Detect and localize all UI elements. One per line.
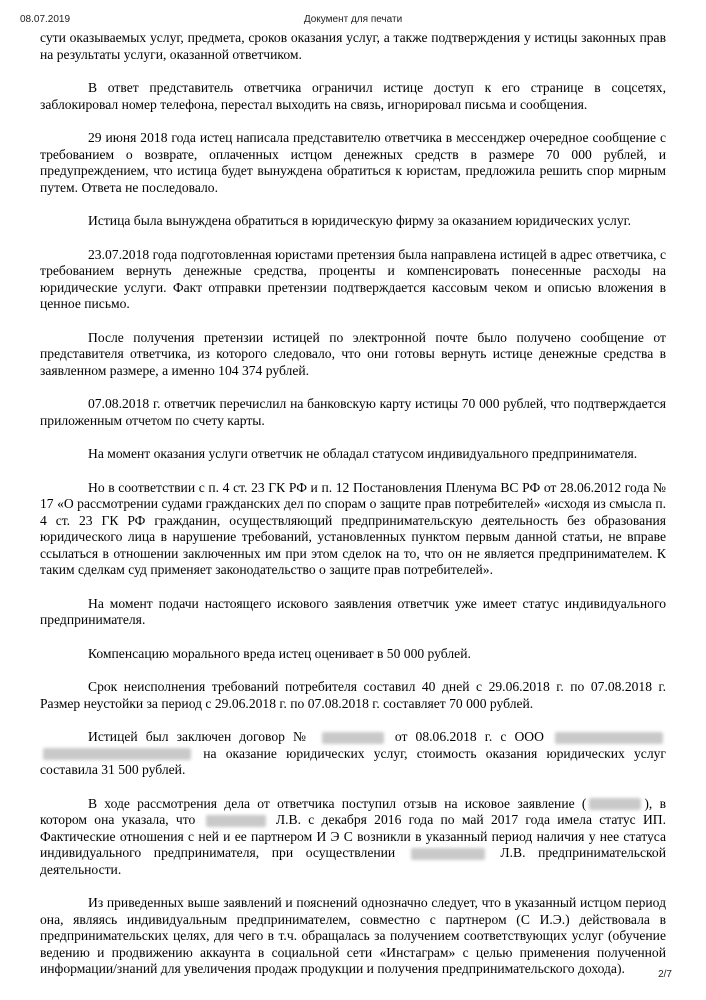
paragraph-12-line-1: Срок неисполнения требований потребителя составил 40 дней с 29.06.2018 г. по 07.08.2018 г. [88,679,666,694]
redacted-company-name-cont [43,748,191,760]
print-header-title: Документ для печати [303,14,403,25]
contract-text-1: Истицей был заключен договор № [88,729,311,744]
paragraph-4: Истица была вынуждена обратиться в юридическую фирму за оказанием юридических услуг. [88,213,632,228]
paragraph-12-line-2: Размер неустойки за период с 29.06.2018 г. по 07.08.2018 г. составляет 70 000 рублей. [40,695,534,711]
contract-text-3: на оказание юридических услуг, стоимость оказания юридических услуг составила 31 500 рублей. [40,745,666,777]
paragraph-3: 29 июня 2018 года истец написала представителю ответчика в мессенджер очередное сообщение с требованием о возврате, оплаченных истцом денежных средств в размере 70 000 рублей, и предупреждением, что истица будет вынуждена обратиться к юристам, предложила решить спор мирным путем. Ответа не последовало. [40,130,666,195]
paragraph-9: Но в соответствии с п. 4 ст. 23 ГК РФ и п. 12 Постановления Пленума ВС РФ от 28.06.2012 года № 17 «О рассмотрении судами гражданских дел по спорам о защите прав потребителей» «исходя из смысла п. 4 ст. 23 ГК РФ гражданин, осуществляющий предпринимательскую деятельность без образования юридического лица в нарушение требований, установленных пунктом первым данной статьи, не вправе ссылаться в отношении заключенных им при этом сделок на то, что он не является предпринимателем. К таким сделкам суд применяет законодательство о защите прав потребителей». [40,479,666,577]
review-text-3: Л.В. с декабря 2016 года по май 2017 года имела статус ИП. Фактические отношения с ней и ее партнером И Э С возникли в указанный период наличия у нее статуса индивидуального предпринимателя, при осуществлении [40,812,666,860]
page-number: 2/7 [658,969,672,980]
redacted-contract-number [322,732,384,744]
paragraph-11: Компенсацию морального вреда истец оценивает в 50 000 рублей. [88,645,471,661]
redacted-company-name [555,732,663,744]
paragraph-10: На момент подачи настоящего искового заявления ответчик уже имеет статус индивидуального предпринимателя. [40,595,666,627]
contract-text-2: от 08.06.2018 г. с ООО [394,729,544,744]
paragraph-12 [40,679,666,712]
paragraph-14 [40,796,666,879]
document-body [40,30,666,995]
paragraph-1: сути оказываемых услуг, предмета, сроков оказания услуг, а также подтверждения у истицы законных прав на результаты услуги, оказанной ответчиком. [40,30,666,62]
paragraph-8: На момент оказания услуги ответчик не обладал статусом индивидуального предпринимателя. [88,446,638,461]
redacted-surname-2 [411,848,485,860]
review-text-4: Л.В. предпринимательской деятельности. [40,845,666,877]
review-text-1: В ходе рассмотрения дела от ответчика поступил отзыв на исковое заявление ( [88,795,587,811]
print-date: 08.07.2019 [20,14,71,25]
redacted-surname-1 [206,815,266,827]
paragraph-13 [40,729,666,779]
review-text-2: ), в котором она указала, что [40,795,666,827]
paragraph-6: После получения претензии истицей по электронной почте было получено сообщение от представителя ответчика, из которого следовало, что они готовы вернуть истице денежные средства в заявленном размере, а именно 104 374 рублей. [40,329,666,378]
paragraph-5: 23.07.2018 года подготовленная юристами претензия была направлена истицей в адрес ответчика, с требованием вернуть денежные средства, проценты и компенсировать понесенные расходы на юридические услуги. Факт отправки претензии подтверждается кассовым чеком и описью вложения в ценное письмо. [40,246,666,311]
paragraph-15: Из приведенных выше заявлений и пояснений однозначно следует, что в указанный истцом период она, являясь индивидуальным предпринимателем, совместно с партнером (С И.Э.) действовала в предпринимательских целях, для чего в т.ч. обращалась за получением соответствующих услуг (обучение ведению и продвижению аккаунта в социальной сети «Инстаграм» с целью применения полученной информации/знаний для увеличения продаж продукции и получения предпринимательского дохода). [40,895,666,976]
paragraph-2: В ответ представитель ответчика ограничил истице доступ к его странице в соцсетях, заблокировал номер телефона, перестал выходить на связь, игнорировал письма и сообщения. [40,80,666,112]
paragraph-7: 07.08.2018 г. ответчик перечислил на банковскую карту истицы 70 000 рублей, что подтверждается приложенным отчетом по счету карты. [40,396,666,428]
redacted-case-reference [589,798,641,810]
